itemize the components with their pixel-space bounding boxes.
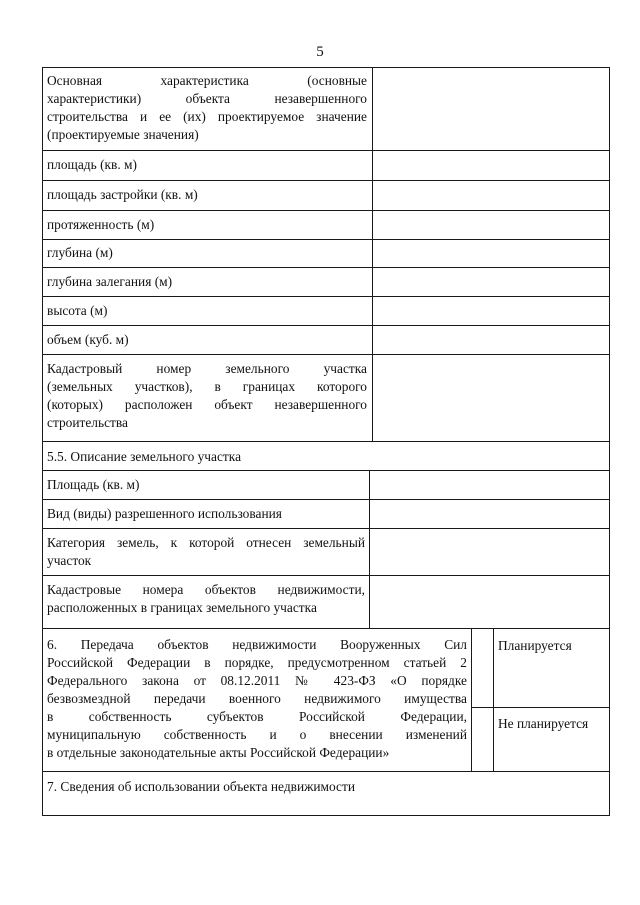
permitted-use-value[interactable] xyxy=(370,500,609,528)
row-value-area[interactable] xyxy=(373,151,609,180)
text-line: безвозмездной передачи военного недвижимого имущества xyxy=(47,691,467,706)
planned-checkbox[interactable] xyxy=(472,629,493,707)
text-line: 6. Передача объектов недвижимости Вооруженных Сил xyxy=(47,637,467,652)
land-area-label: Площадь (кв. м) xyxy=(47,477,140,492)
text-line: (которых) расположен объект незавершенного xyxy=(47,397,367,412)
text-line: Кадастровые номера объектов недвижимости, xyxy=(47,582,365,597)
cadastral-land-label xyxy=(47,360,367,432)
text-line: строительства и ее (их) проектируемое значение xyxy=(47,109,367,124)
row-label-bedding-depth: глубина залегания (м) xyxy=(47,274,173,289)
text-line: Российской Федерации в порядке, предусмотренном статьей 2 xyxy=(47,655,467,670)
cadastral-numbers-label xyxy=(47,581,365,617)
text-line: участок xyxy=(47,553,92,568)
text-line: характеристики) объекта незавершенного xyxy=(47,91,367,106)
text-line: Федерального закона от 08.12.2011 № 423-ФЗ «О порядке xyxy=(47,673,467,688)
cadastral-land-value[interactable] xyxy=(373,355,609,441)
text-line: Категория земель, к которой отнесен земельный xyxy=(47,535,365,550)
not-planned-checkbox[interactable] xyxy=(472,708,493,771)
row-divider xyxy=(42,771,610,772)
row-label-area: площадь (кв. м) xyxy=(47,157,137,172)
main-characteristic-label xyxy=(47,72,367,144)
row-value-length[interactable] xyxy=(373,211,609,239)
column-divider xyxy=(493,628,494,771)
row-value-bedding-depth[interactable] xyxy=(373,268,609,296)
planned-option-label: Планируется xyxy=(498,638,572,653)
row-value-height[interactable] xyxy=(373,297,609,325)
row-value-depth[interactable] xyxy=(373,240,609,267)
row-value-built-area[interactable] xyxy=(373,181,609,210)
section-5-5-heading: 5.5. Описание земельного участка xyxy=(47,449,242,464)
text-line: Основная характеристика (основные xyxy=(47,73,367,88)
text-line: расположенных в границах земельного участка xyxy=(47,600,317,615)
table-border-bottom xyxy=(42,815,610,816)
row-divider xyxy=(42,441,610,442)
row-label-length: протяженность (м) xyxy=(47,217,155,232)
row-label-height: высота (м) xyxy=(47,303,108,318)
text-line: в собственность субъектов Российской Федерации, xyxy=(47,709,467,724)
row-label-depth: глубина (м) xyxy=(47,245,113,260)
row-label-volume: объем (куб. м) xyxy=(47,332,129,347)
form-table xyxy=(42,67,610,816)
text-line: (земельных участков), в границах которого xyxy=(47,379,367,394)
text-line: муниципальную собственность и о внесении изменений xyxy=(47,727,467,742)
text-line: (проектируемые значения) xyxy=(47,127,199,142)
land-category-label xyxy=(47,534,365,570)
section-7-heading: 7. Сведения об использовании объекта недвижимости xyxy=(47,779,356,794)
land-category-value[interactable] xyxy=(370,529,609,575)
not-planned-option-label: Не планируется xyxy=(498,716,589,731)
land-area-value[interactable] xyxy=(370,471,609,499)
row-value-volume[interactable] xyxy=(373,326,609,354)
page-number: 5 xyxy=(316,44,324,60)
text-line: Кадастровый номер земельного участка xyxy=(47,361,367,376)
text-line: в отдельные законодательные акты Российской Федерации» xyxy=(47,745,390,760)
text-line: строительства xyxy=(47,415,128,430)
row-label-built-area: площадь застройки (кв. м) xyxy=(47,187,198,202)
cadastral-numbers-value[interactable] xyxy=(370,576,609,628)
section-6-text xyxy=(47,636,467,762)
permitted-use-label: Вид (виды) разрешенного использования xyxy=(47,506,282,521)
row-divider xyxy=(42,628,610,629)
main-characteristic-value[interactable] xyxy=(373,68,609,150)
